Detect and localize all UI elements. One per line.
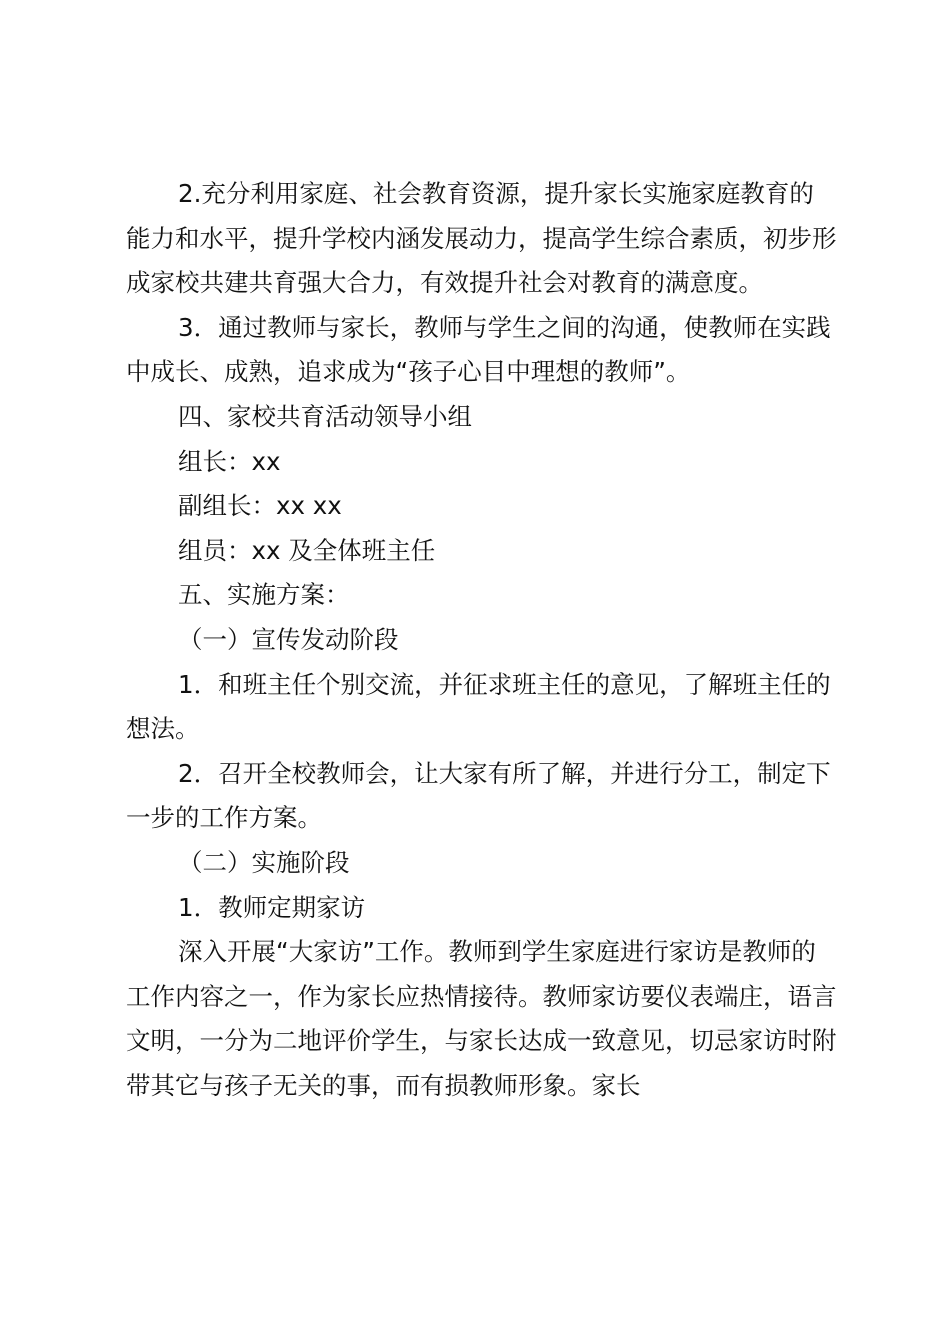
section-heading-leadership: 四、家校共育活动领导小组 bbox=[178, 401, 472, 431]
paragraph-home-visits: 深入开展“大家访”工作。教师到学生家庭进行家访是教师的工作内容之一，作为家长应热情接待。教师家访要仪表端庄，语言文明，一分为二地评价学生，与家长达成一致意见，切忌家访时附带其它与孩子无关的事，而有损教师形象。家长 bbox=[126, 937, 837, 1100]
paragraph-goal-2: 2.充分利用家庭、社会教育资源，提升家长实施家庭教育的能力和水平，提升学校内涵发展动力，提高学生综合素质，初步形成家校共建共育强大合力，有效提升社会对教育的满意度。 bbox=[126, 179, 837, 298]
deputy-leader-line: 副组长：xx xx bbox=[178, 491, 342, 521]
subheading-implementation-stage: （二）实施阶段 bbox=[178, 847, 350, 877]
section-heading-plan: 五、实施方案： bbox=[178, 580, 350, 610]
item-home-visits: 1．教师定期家访 bbox=[178, 892, 366, 922]
members-line: 组员：xx 及全体班主任 bbox=[178, 535, 436, 565]
subheading-publicity-stage: （一）宣传发动阶段 bbox=[178, 624, 399, 654]
paragraph-publicity-2: 2．召开全校教师会，让大家有所了解，并进行分工，制定下一步的工作方案。 bbox=[126, 758, 831, 833]
paragraph-goal-3: 3．通过教师与家长，教师与学生之间的沟通，使教师在实践中成长、成熟，追求成为“孩子心目中理想的教师”。 bbox=[126, 312, 831, 387]
paragraph-publicity-1: 1．和班主任个别交流，并征求班主任的意见，了解班主任的想法。 bbox=[126, 669, 831, 744]
document-body bbox=[126, 172, 838, 1108]
leader-line: 组长：xx bbox=[178, 446, 281, 476]
